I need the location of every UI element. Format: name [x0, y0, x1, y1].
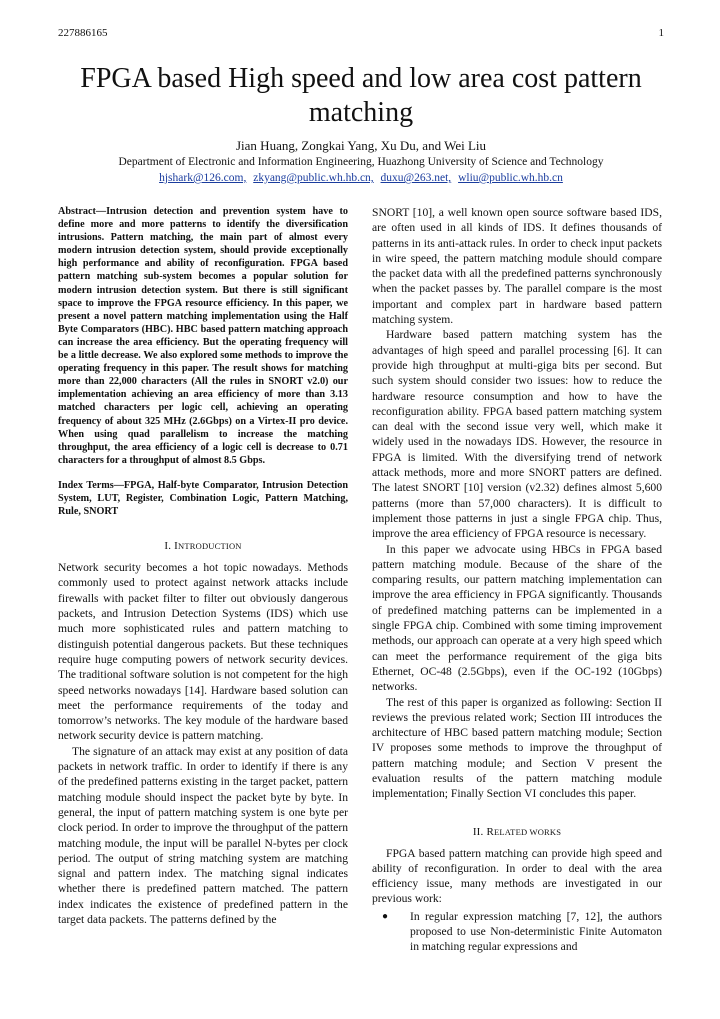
section-title-rest: NTRODUCTION: [178, 541, 242, 552]
email-link[interactable]: duxu@263.net,: [380, 172, 452, 184]
list-item: [372, 909, 662, 955]
paragraph: Hardware based pattern matching system has the advantages of high speed and parallel processing [6]. It can provide high throughput at multi-giga bits per second. But such system should consider two issues: how to reduce the hardware resource consumption and how to have the reconfiguration ability. FPGA based pattern matching system can deal with the second issue very well, which make it widely used in the nowadays IDS. However, the resource in FPGA is limited. With the diversifying trend of network attack methods, more and more SNORT patters are defined. The latest SNORT [10] version (v2.32) defines almost 5,600 patterns (more than 57,000 characters). It is difficult to implement those patterns in just a single FPGA chip. Thus, improve the area efficiency of FPGA resource is necessary.: [372, 328, 662, 541]
abstract: Abstract—Intrusion detection and prevention system have to define more and more patterns to identify the diversification intrusions. Pattern matching, the main part of almost every modern intrusion detection system, should provide exceptionally high performance and ability of reconfiguration. FPGA based pattern matching sub-system becomes a popular solution for modern intrusion detection system. But there is still significant space to improve the FPGA resource efficiency. In this paper, we present a novel pattern matching implementation using the Half Byte Comparators (HBC). HBC based pattern matching approach can increase the area efficiency. But the operating frequency will be a little decrease. We also explored some methods to improve the operating frequency in this paper. The result shows for matching more than 22,000 characters (All the rules in SNORT v2.0) our implementation achieving an area efficiency of more than 3.13 matched characters per logic cell, achieving an operating frequency of about 325 MHz (2.6Gbps) on a Virtex-II pro device. When using quad parallelism to increase the matching throughput, the area efficiency of a logic cell is decrease to 0.71 characters for a throughput of almost 8.5 Gbps.: [58, 206, 348, 466]
authors: Jian Huang, Zongkai Yang, Xu Du, and Wei Liu: [235, 138, 487, 153]
paragraph: In this paper we advocate using HBCs in FPGA based pattern matching module. Because of the share of the comparing results, our pattern matching implementation can improve the area efficiency in FPGA significantly. Thousands of predefined matching patterns can be implemented in a single FPGA chip. Combined with some timing improvement methods, our approach can operate at a very high speed which can meet the performance requirement of the giga bits Ethernet, OC-48 (2.5Gbps), even if the OC-192 (10Gbps) networks.: [372, 542, 662, 694]
paragraph: Network security becomes a hot topic nowadays. Methods commonly used to protect against network attacks include firewalls with packet filter to filter out obviously dangerous packets, and Intrusion Detection Systems (IDS) which use much more sophisticated rules and pattern matching to distinguish potential dangerous packets. But these techniques require huge computing powers of network security devices. The traditional software solution is not competent for the high speed networks nowadays [14]. Hardware based solution can meet the performance requirements of the today and tomorrow’s networks. The key module of the hardware based network security device is pattern matching.: [58, 561, 348, 743]
section-heading-introduction: [58, 540, 348, 552]
paper-id: 227886165: [58, 27, 108, 39]
section-heading-related-works: [372, 826, 662, 838]
list-item-text: In regular expression matching [7, 12], the authors proposed to use Non-deterministic Finite Automaton in matching regular expressions and: [410, 909, 662, 954]
section-initial: I: [174, 540, 179, 553]
right-column: [372, 205, 662, 955]
paragraph: FPGA based pattern matching can provide high speed and ability of reconfiguration. In order to deal with the area efficiency issue, many methods are investigated in our previous work:: [372, 846, 662, 906]
bullet-icon: ●: [382, 910, 389, 922]
section-number: II.: [472, 825, 484, 838]
paragraph: SNORT [10], a well known open source software based IDS, are often used in all kinds of IDS. It defines thousands of patterns in its anti-attack rules. In order to check input packets in wire speed, the pattern matching module should compare the packet data with all the predefined patterns synchronously when the packet passes by. The parallel compare is the most important and complex part in hardware based pattern matching system.: [372, 206, 662, 327]
email-link[interactable]: hjshark@126.com,: [159, 172, 247, 184]
author-emails: [58, 172, 664, 184]
section-number: I.: [164, 540, 172, 553]
index-terms: Index Terms—FPGA, Half-byte Comparator, Intrusion Detection System, LUT, Register, Combination Logic, Pattern Matching, Rule, SNORT: [58, 479, 348, 518]
affiliation: Department of Electronic and Information Engineering, Huazhong University of Science and Technology: [118, 156, 604, 168]
paragraph: The rest of this paper is organized as following: Section II reviews the previous related work; Section III introduces the architecture of HBC based pattern matching module; Section IV proposes some methods to improve the throughput of pattern matching module; and Section V present the evaluation results of the pattern matching module implementation; Finally Section VI concludes this paper.: [372, 695, 662, 801]
email-link[interactable]: zkyang@public.wh.hb.cn,: [253, 172, 374, 184]
section-initial: R: [486, 825, 494, 838]
left-column: [58, 205, 348, 927]
page-number: 1: [658, 27, 664, 39]
bullet-list: [372, 909, 662, 955]
section-title-rest: ELATED WORKS: [494, 826, 562, 837]
email-link[interactable]: wliu@public.wh.hb.cn: [458, 172, 563, 184]
paragraph: The signature of an attack may exist at any position of data packets in network traffic. In order to identify if there is any of the predefined patterns existing in the target packet, pattern matching module should inspect the packet byte by byte. In general, the input of pattern matching system is one byte per clock period. In order to improve the throughput of the pattern matching module, the input will be parallel N-bytes per clock period. The output of string matching system are matching signal and pattern index. The matching signal indicates whether there is predefined pattern matched. The pattern index indicates the existence of predefined pattern in the target data packets. The patterns defined by the: [58, 744, 348, 926]
paper-title: FPGA based High speed and low area cost pattern matching: [80, 63, 642, 128]
